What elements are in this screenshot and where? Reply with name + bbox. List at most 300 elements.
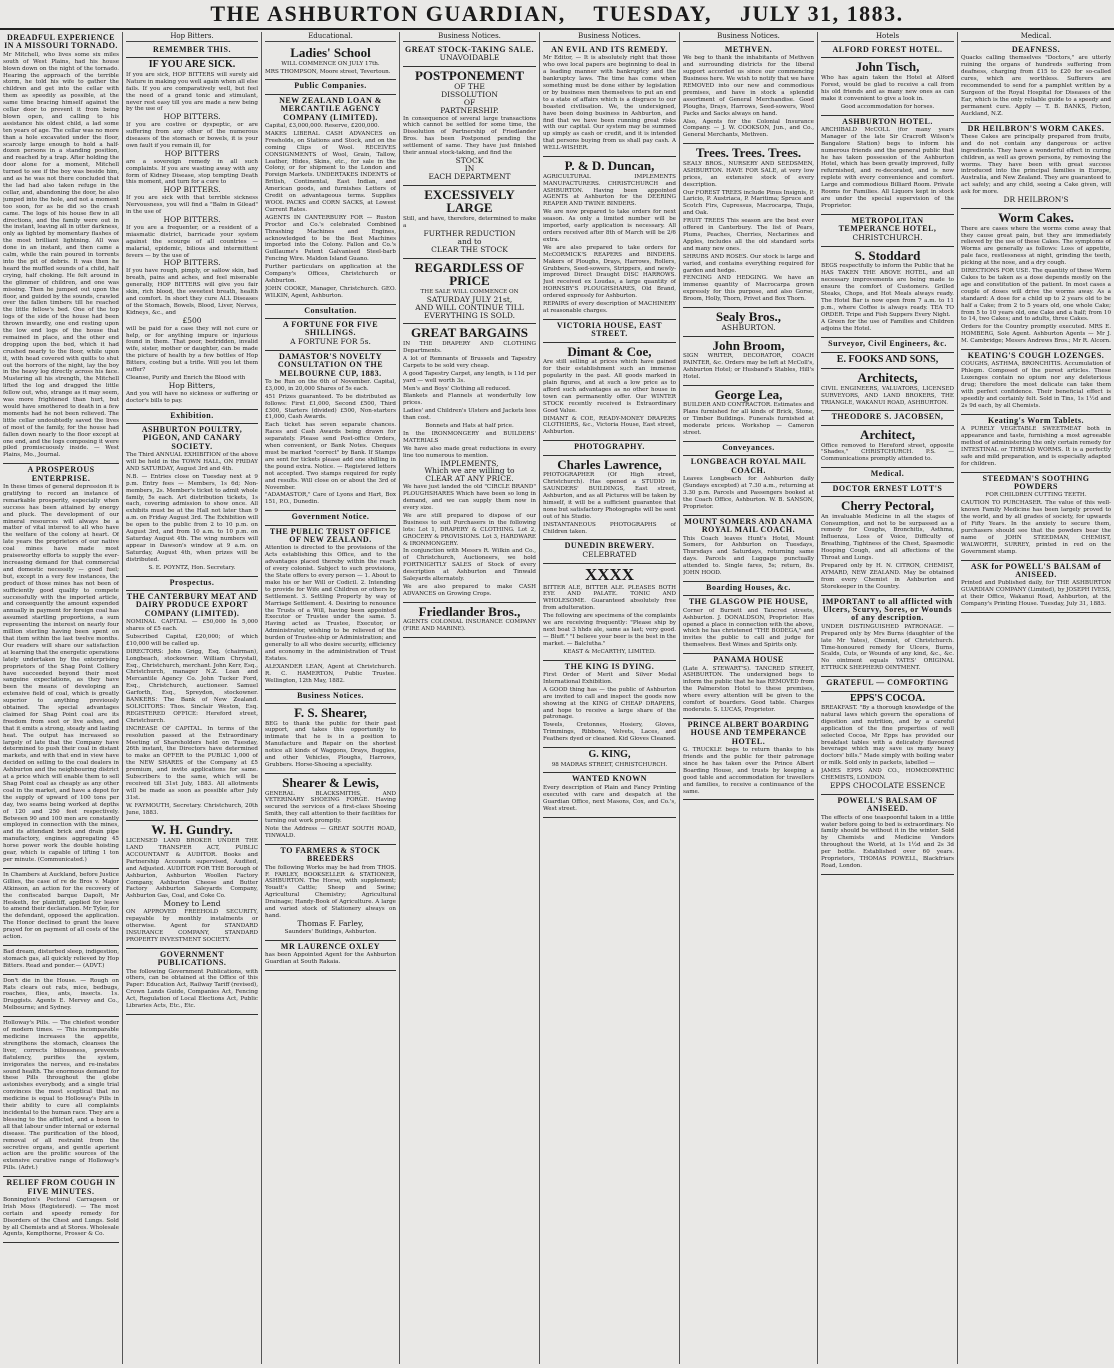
ad-heading: Keating's Worm Tablets. — [987, 415, 1085, 425]
ad-heading: IMPORTANT to all afflicted with Ulcers, Scurvy, Sores, or Wounds of any description. — [822, 596, 953, 623]
ad-paragraph: HOP BITTERS. — [163, 215, 221, 225]
ad-heading: GRATEFUL — COMFORTING — [826, 678, 949, 688]
ad-paragraph: PHOTOGRAPHER (Of High street, Christchurch). Has opened a STUDIO in SAUNDERS' BUILDINGS, East street, Ashburton, and as all Pictures will be taken by himself, it will be a sufficient guarantee that none but satisfactory Photographs will be sent out of his Studio. — [543, 472, 676, 520]
ad-heading: IF YOU ARE SICK. — [148, 59, 236, 71]
advertisement — [821, 247, 954, 339]
advertisement — [683, 582, 814, 596]
ad-paragraph: DIMANT & COE, READY-MONEY DRAPERS CLOTHIERS, &c., Victoria House, East street, Ashburton. — [543, 415, 676, 436]
advertisement — [683, 516, 814, 582]
advertisement — [683, 719, 814, 801]
ad-paragraph: In the IRONMONGERY and BUILDERS' MATERIALS — [403, 430, 536, 444]
ad-heading: Boarding Houses, &c. — [706, 582, 791, 592]
ad-paragraph: G. TRUCKLE begs to return thanks to his friends and the public for their patronage since he has taken over the Prince Albert Boarding House, and trusts by keeping a good table and accommodation for travellers and families, to receive a continuance of the same. — [683, 747, 814, 795]
ad-heading: Architect, — [860, 426, 915, 442]
advertisement — [3, 869, 119, 946]
masthead — [0, 0, 1114, 30]
ad-paragraph: If you are sick with that terrible sickness Nervousness, you will find a "Balm in Gilead" in the use of — [126, 195, 258, 216]
ad-paragraph: Thomas F. Farley, — [297, 918, 364, 928]
ad-heading: RELIEF FROM COUGH IN FIVE MINUTES. — [6, 1178, 116, 1196]
advertisement — [3, 1017, 119, 1177]
ad-paragraph: HOP BITTERS — [164, 148, 220, 158]
ad-paragraph: We beg to thank the inhabitants of Methven and surrounding districts for the liberal support accorded us since our commencing Business here. We wish to notify that we have REMOVED into our new and commodious premises, and have in stock a splendid assortment of General Merchandise. Good Ploughs, Drays, Harrows, Seed-sowers, Wool Packs and Sacks always on hand. — [683, 55, 814, 117]
ad-paragraph: SIGN WRITER, DECORATOR, COACH PAINTER, &c. Orders may be left at McColl's, Ashburton Hotel; or Husband's Stables, Hill's Hotel. — [683, 353, 814, 380]
advertisement — [265, 44, 396, 80]
ad-paragraph: FOR CHILDREN CUTTING TEETH. — [985, 492, 1087, 499]
ad-paragraph: FENCING AND HEDGING. We have an immense quantity of Macrocarpa grown expressly for this purpose, and also Gorse, Broom, Holly, Thorn, Privet and Box Thorn. — [683, 275, 814, 303]
ad-paragraph: Corner of Burnett and Tancred streets, Ashburton. J. DONALDSON, Proprietor. Has opened a place in connection with the above, which he has christened "THE BODEGA," and invites the public to call and judge for themselves. Best Wines and Spirits only. — [683, 607, 814, 649]
ad-heading: George Lea, — [714, 386, 783, 402]
advertisement — [821, 426, 954, 468]
ad-paragraph: WILL COMMENCE ON JULY 17th. — [281, 60, 380, 67]
advertisement — [961, 561, 1111, 613]
advertisement — [961, 123, 1111, 209]
ad-paragraph: Good accommodation for horses. — [840, 103, 935, 110]
column-2 — [123, 32, 262, 1364]
ad-paragraph: BUILDER AND CONTRACTOR. Estimates and Plans furnished for all kinds of Brick, Stone, or Timber Buildings. Funerals furnished at moderate prices. Workshop — Cameron street. — [683, 402, 814, 437]
advertisement — [821, 369, 954, 411]
ad-paragraph: ASHBURTON. — [721, 322, 776, 332]
ad-heading: WANTED KNOWN — [571, 774, 648, 784]
advertisement — [821, 497, 954, 596]
advertisement — [543, 44, 676, 157]
ad-heading: LONGBEACH ROYAL MAIL COACH. — [690, 457, 807, 475]
ad-heading: STEEDMAN'S SOOTHING POWDERS — [982, 473, 1090, 491]
ad-paragraph: ALEXANDER LEAN, Agent at Christchurch. R. C. HAMERTON, Public Trustee. Wellington, 12th May, 1882. — [265, 663, 396, 684]
advertisement — [126, 410, 258, 424]
column-heading: Business Notices. — [683, 32, 814, 42]
ad-paragraph: First Order of Merit and Silver Medal International Exhibition. — [543, 672, 676, 685]
ad-paragraph: £500 — [182, 315, 202, 325]
ad-paragraph: In consequence of several large transactions which cannot be settled for some time, the Dissolution of Partnership of Friedlander Bros. has been Postponed pending the settlement of same. They have just finished their annual stock-taking, and find the — [403, 115, 536, 157]
ad-paragraph: will be paid for a case they will not cure or help, or for anything impure or injurious found in them. That poor, bedridden, invalid wife, sister, mother or daughter, can be made the picture of health by a few bottles of Hop Bitters, costing but a trifle. Will you let them suffer? — [126, 325, 258, 374]
ad-heading: KEATING'S COUGH LOZENGES. — [967, 351, 1105, 361]
ad-paragraph: SATURDAY JULY 21st, — [426, 294, 513, 304]
column-5 — [540, 32, 680, 1364]
ad-heading: VICTORIA HOUSE, EAST STREET. — [556, 320, 663, 339]
ad-paragraph: An invaluable Medicine in all the stages of Consumption, and not to be surpassed as a remedy for Coughs, Bronchitis, Asthma, Influenza, Loss of Voice, Difficulty of Breathing, Tightness of the Chest, Spasmodic Hooping Cough, and all affections of the Throat and Lungs. — [821, 513, 954, 562]
ad-heading: DR HEILBRON'S WORM CAKES. — [967, 123, 1105, 133]
ad-heading: Prospectus. — [169, 577, 215, 587]
masthead-date: JULY 31, 1883. — [740, 1, 904, 26]
ad-paragraph: AGRICULTURAL IMPLEMENTS MANUFACTURERS. CHRISTCHURCH and ASHBURTON. Having been appointed AGENTS at Ashburton for the DEERING REAPER AND TWINE BINDERS. — [543, 173, 676, 208]
ad-paragraph: Don't die in the House. — Rough on Rats clears out rats, mice, bedbugs, roaches, flies, ants, insects. 1s. Druggists. Agents E. Mervey and Co., Melbourne; and Sydney. — [3, 977, 119, 1012]
ad-heading: John Broom, — [712, 337, 785, 353]
ad-paragraph: OF THE — [454, 81, 485, 91]
advertisement — [265, 351, 396, 511]
ad-paragraph: A lot of Remnants of Brussels and Tapestry Carpets to be sold very cheap. — [403, 355, 536, 369]
ad-paragraph: Blankets and Flannels at wonderfully low prices. — [403, 393, 536, 407]
ad-paragraph: AGENTS COLONIAL INSURANCE COMPANY (FIRE AND MARINE). — [403, 619, 536, 633]
ad-paragraph: Mr Mitchell, who lives some six miles south of West Plains, had his house blown down on the night of the tornado. Hearing the approach of the terrible storm, he told his wife to gather the children and get into the cellar with them as speedily as possible, at the same time bracing himself against the cellar door to prevent it from being blown open, and calling to his assistance his oldest child, a lad some ten years of age. The cellar was no more than a hole excavated under the floor, scarcely large enough to hold a half-dozen persons in a standing position, and reached by a trap. After holding the door alone for a moment, Mitchell turned to see if the boy was beside him, and as he was not there concluded that the lad had also taken refuge in the cellar, and, abandoning the door, he also jumped into the hole, and not a moment too soon, for as he did so the crash came. The logs of his house flew in all directions, and the family were out in the instant, leaving all in utter darkness, only as lighted by momentary flashes of the most brilliant lightning. All was done in an instant, and then came a calm, while the rain poured in torrents into the pit of debris. It was then he heard the muffled sounds of a child, half crying, half choking. He felt around in the glimmer of children, and one was missing. Then he jumped out upon the floor, and guided by the sounds, crawled over the fallen timbers till he reached the little fellow's bed. One of the top logs of the side of the house had been thrown inwardly, one end resting upon the low end logs of the house that remained in place, and the other end dropping upon the bed, which it had crushed nearly to the floor, while upon it, with head covered with quilts to shut out the horrors of the night, lay the boy in the heavy log directly across his face. Mustering all his strength, the Mitchell lifted the log and dragged the little fellow out, who, strange as it may seem, was more frightened than hurt, but would have smothered to death in a few moments had he not been relieved. The little cellar undoubtedly saved the lives of most of the family, for the house had fallen down nearly to the floor except at one end, and the logs composing it were piled promiscuously inside. — West Plains, Mo., Journal. — [3, 51, 119, 459]
ad-paragraph: EACH DEPARTMENT — [428, 171, 511, 181]
advertisement — [821, 215, 954, 247]
ad-heading: REGARDLESS OF PRICE — [414, 259, 525, 289]
ad-heading: METHVEN. — [724, 45, 773, 54]
ad-paragraph: Subscribed Capital, £20,000; of which £10,000 will be called up. — [126, 633, 258, 647]
advertisement — [126, 577, 258, 591]
ad-paragraph: Holloway's Pills. — The chiefest wonder of modern times. — This incomparable medicine increases the appetite, strengthens the stomach, cleanses the liver, corrects biliousness, prevents flatulency, purifies the system, invigorates the nerves, and re-instates sound health. The enormous demand for these Pills throughout the globe astonishes everybody, and a single trial convinces the most sceptical that no medicine is equal to Holloway's Pills in their ability to cure all complaints incidental to the human race. They are a blessing to the afflicted, and a boon to all that labour under internal or external disease. The purification of the blood, removal of all restraint from the secretive organs, and gentle aperient action are the prolific sources of the extensive curative range of Holloway's Pills. (Advt.) — [3, 1020, 119, 1172]
advertisement — [3, 975, 119, 1018]
advertisement — [265, 80, 396, 94]
ad-heading: NEW ZEALAND LOAN & MERCANTILE AGENCY COMPANY (LIMITED). — [279, 95, 382, 122]
ad-heading: THE KING IS DYING. — [564, 661, 655, 671]
ad-heading: THE CANTERBURY MEAT AND DAIRY PRODUCE EXPORT COMPANY (LIMITED). — [126, 591, 258, 618]
advertisement — [821, 692, 954, 795]
column-7 — [818, 32, 958, 1364]
ad-paragraph: DR HEILBRON'S — [1003, 195, 1069, 205]
ad-paragraph: (Late A. STEWART'S). TANCRED STREET, ASHBURTON. The undersigned begs to inform the public that he has REMOVED from the Palmerston Hotel to these premises, where every attention will be given to the comfort of boarders. Good table. Charges moderate. S. LUCAS, Proprietor. — [683, 665, 814, 713]
ad-paragraph: The following Works may be had from THOS. F. FARLEY, BOOKSELLER & STATIONER, ASHBURTON. The Horse, with supplement; Youatt's Cattle; Sheep and Swine; Agricultural Chemistry; Agricultural Drainage; Handy-Book of Agriculture. A large and varied stock of Stationery always on hand. — [265, 864, 396, 920]
advertisement — [265, 845, 396, 941]
ad-paragraph: MAKES LIBERAL CASH ADVANCES on Freeholds, on Stations and Stock, and on the coming Clips of Wool. RECEIVES CONSIGNMENTS of Wool, Grain, Tallow, Leather, Hides, Skins, etc., for sale in the Colony, or for shipment to the London and Foreign Markets. UNDERTAKES INDENTS of British, Continental, East Indian, and American goods, and furnishes Letters of Credit on advantageous terms. Supplies WOOL PACKS and CORN SACKS, at Lowest Current Rates. — [265, 130, 396, 213]
ad-paragraph: Are still selling at prices which have gained for their establishment such an immense popularity in the past. All goods marked in plain figures, and at such a low price as to afford such advantages as no other house in town can permanently offer. Our WINTER STOCK recently received is Extraordinary Good Value. — [543, 359, 676, 414]
ad-paragraph: BITTER ALE, BITTER ALE. PLEASES BOTH EYE AND PALATE. TONIC AND WHOLESOME. Guaranteed absolutely free from adulteration. — [543, 584, 676, 612]
ad-paragraph: Further particulars on application at the Company's Offices, Christchurch or Ashburton. — [265, 264, 396, 284]
advertisement — [961, 44, 1111, 123]
ad-paragraph: FURTHER REDUCTION — [423, 228, 516, 238]
advertisement — [683, 44, 814, 144]
ad-heading: W. H. Gundry. — [151, 822, 233, 838]
ad-heading: A FORTUNE FOR FIVE SHILLINGS. — [282, 320, 379, 338]
ad-paragraph: Quacks calling themselves "Doctors," are utterly ruining the organs of hundreds suffering from deafness, charging from £15 to £20 for so-called cures, which are worthless. Sufferers are recommended to send for a pamphlet written by a Surgeon of the Royal Hospital for Diseases of the Ear, which is the only reliable guide to a speedy and permanent cure. Apply — T. B. BANKS, Ficton, Auckland, N.Z. — [961, 55, 1111, 117]
ad-paragraph: HOP BITTERS. — [163, 185, 221, 195]
ad-paragraph: BEGS respectfully to inform the Public that he HAS TAKEN THE ABOVE HOTEL, and all necessary improvements are being made to ensure the comfort of Customers. Grilled Steaks, Chops, and Hot Meals always ready. The Hotel Bar is now open from 7 a.m. to 11 p.m., where Coffee is always ready. TEA TO ORDER. Tripe and Fish Suppers Every Night. — [821, 263, 954, 318]
advertisement — [821, 795, 954, 875]
ad-paragraph: CLEAR THE STOCK — [431, 244, 508, 254]
ad-paragraph: Bad dream, disturbed sleep, indigestion, stomach gas, all quickly relieved by Hop Bitters. Read and ponder.— (ADVT.) — [3, 948, 119, 969]
ad-paragraph: CHRISTCHURCH. — [852, 232, 923, 242]
advertisement — [683, 596, 814, 654]
ad-heading: REMEMBER THIS. — [153, 45, 231, 54]
ad-heading: Public Companies. — [294, 81, 367, 91]
ad-paragraph: AND WILL CONTINUE TILL — [415, 302, 524, 312]
ad-heading: PHOTOGRAPHY. — [574, 442, 645, 452]
advertisement — [265, 511, 396, 525]
advertisement — [821, 44, 954, 58]
ad-heading: S. Stoddard — [854, 247, 921, 263]
ad-paragraph: Who has again taken the Hotel at Alford Forest, would be glad to receive a call from his old friends and as many new ones as can make it convenient to give a look in. — [821, 75, 954, 102]
ad-paragraph: AGENTS IN CANTERBURY FOR — Ruston Proctor and Co.'s celebrated Combined Thrashing Machines and Engines, acknowledged to be the Best Machines imported into the Colony. Fallon and Co.'s Guillaume's Patent Galvanised Steel-barb Fencing Wire. Maldon Island Guano. — [265, 214, 396, 263]
ad-paragraph: SEALY BROS., NURSERY AND SEEDSMEN, ASHBURTON. HAVE FOR SALE, at very low prices, an extensive stock of every description. — [683, 160, 814, 188]
column-heading: Hop Bitters. — [126, 32, 258, 42]
advertisement — [543, 343, 676, 442]
advertisement — [265, 319, 396, 351]
advertisement — [961, 209, 1111, 350]
ad-heading: ASHBURTON HOTEL. — [842, 116, 933, 126]
ad-heading: Consultation. — [304, 305, 357, 315]
ad-paragraph: MRS THOMPSON, Moore street, Tevertoun. — [265, 68, 391, 75]
ad-paragraph: And you will have no sickness or suffering or doctor's bills to pay. — [126, 390, 258, 404]
ad-paragraph: CELEBRATED — [582, 549, 637, 559]
advertisement — [403, 44, 536, 67]
advertisement — [543, 540, 676, 563]
ad-paragraph: Each ticket has seven separate chances. Races and Cash Awards being drawn for separately. Please send Post-office Orders, when convenient, or Bank Notes. Cheques must be marked "correct" by Bank. If Stamps are sent for tickets please add one shilling in the pound extra. Notice. — Registered letters not accepted. Two stamps required for reply and results. Will close on or about the 3rd of November. — [265, 422, 396, 491]
ad-paragraph: BEG to thank the public for their past support, and takes this opportunity to intimate that he is in a position to Manufacture and Repair on the shortest notice all kinds of Waggons, Drays, Buggies, and other Vehicles, Ploughs, Harrows, Grubbers. Horse-Shoeing a speciality. — [265, 720, 396, 768]
advertisement — [543, 456, 676, 541]
advertisement — [3, 464, 119, 869]
ad-heading: Architects, — [857, 370, 918, 386]
ad-paragraph: We are also prepared to make CASH ADVANCES on Growing Crops. — [403, 583, 536, 597]
ad-paragraph: N.B. — Entries close on Tuesday next at 9 p.m. Entry fees — Members, 1s 6d; Non-members, 2s. Member's ticket to admit whole family, 5s each. Art distribution tickets, 1s each, covering admission to show once. All exhibits must be at the Hall not later than 9 a.m. on Friday August 3rd. The Exhibition will be open to the public from 2 to 10 p.m. on August 3rd, and from 10 a.m. to 10 p.m. on Saturday August 4th. The wing numbers will appear in Dawson's window at 9 a.m. on Saturday, August 4th, when prizes will be distributed. — [126, 473, 258, 563]
advertisement — [543, 441, 676, 455]
ad-heading: XXXX — [584, 564, 635, 584]
ad-paragraph: The following Government Publications, with others, can be obtained at the Office of this Paper: Education Act, Railway Tariff (revised), Crown Lands Guide, Companies Act, Fencing Act, Regulation of Local Elections Act, Public Libraries Acts, Etc., Etc. — [126, 968, 258, 1010]
ad-paragraph: Bonnington's Pectoral Carrageen or Irish Moss (Registered). — The most certain and speedy remedy for Disorders of the Chest and Lungs. Sold by all Chemists and at Stores. Wholesale Agents, Kempthorne, Prosser & Co. — [3, 1196, 119, 1238]
advertisement — [265, 704, 396, 774]
ad-paragraph: Still, and have, therefore, determined to make a — [403, 216, 536, 229]
ad-paragraph: CIVIL ENGINEERS, VALUATORS, LICENSED SURVEYORS, AND LAND BROKERS, THE TRIANGLE, WAKANUI ROAD, ASHBURTON. — [821, 385, 954, 406]
ad-paragraph: CLEAR AT ANY PRICE. — [425, 474, 514, 484]
advertisement — [683, 144, 814, 308]
ad-paragraph: DIRECTORS: John Grigg, Esq. (chairman), Longbeach, stockowner. William Chrystall, Esq., Christchurch, merchant. John Kerr, Esq., Christchurch, manager N.Z. Loan and Mercantile Agency Co. John Tucker Ford, Esq., Christchurch, auctioneer. Samuel Garforth, Esq., Spreydon, stockowner. BANKERS: The Bank of New Zealand. SOLICITORS: Thos. Sinclair Weston, Esq. REGISTERED OFFICE: Hereford street, Christchurch. — [126, 648, 258, 724]
advertisement — [126, 58, 258, 409]
ad-heading: METROPOLITAN TEMPERANCE HOTEL, — [838, 215, 937, 234]
advertisement — [821, 116, 954, 215]
advertisement — [961, 350, 1111, 415]
ad-heading: DAMASTOR'S NOVELTY CONSULTATION ON THE MELBOURNE CUP, 1883. — [277, 351, 384, 378]
ad-paragraph: LICENSED LAND BROKER UNDER THE LAND TRANSFER ACT, PUBLIC ACCOUNTANT & AUDITOR. Books and Partnership Accounts supervised, Audited, and Adjusted. AUDITOR FOR THE Borough of Ashburton, Ashburton Woollen Factory Company, Ashburton Cheese and Butter Factory Ashburton Saleyards Company, Ashburton Gas, Coal, and Coke Co. — [126, 838, 258, 900]
ad-paragraph: Orders for the Country promptly executed. MRS E. HOMBERG, Sole Agent. Ashburton Agents — Mr J. M. Cambridge; Messrs Andrews Bros.; Mr R. Alcorn. — [961, 324, 1111, 345]
advertisement — [543, 773, 676, 817]
ad-paragraph: If you are sick, HOP BITTERS will surely aid Nature in making you well again when all else fails. If you are comparatively well, but feel the need of a grand tonic and stimulant, never rest easy till you are made a new being by the use of — [126, 71, 258, 113]
advertisement — [403, 259, 536, 325]
advertisement — [683, 337, 814, 386]
ad-paragraph: Men's and Boys' Clothing all reduced. — [403, 385, 511, 392]
ad-paragraph: Attention is directed to the provisions of the Acts establishing this Office, and to the advantages placed thereby within the reach of every colonist. Subject to such provisions, the State offers to every person — 1. About to make his or her Will or Codicil. 2. Intending to provide for Wife and Children or others by Settlement. 3. Settling Property by way of Marriage Settlement. 4. Desiring to renounce the Trusts of a Will, having been appointed Executor or Trustee under the same. 5. Having acted as Trustee, Executor, or Administrator, wishing to be relieved of the burden of Trustee-ship or Administration; and generally to all who desire security, efficiency and economy in the administration of Trust Estates. — [265, 545, 396, 662]
ad-paragraph: We have also made great reductions in every line too numerous to mention. — [403, 445, 536, 459]
ad-paragraph: Mr Editor, — It is absolutely right that those who owe local papers are beginning to deal in a leading manner with bankruptcy and the bankruptcy laws. The time has come when something must be done either by legislation or by business men themselves to put an end to a state of affairs which is a disgrace to our boasted civilisation. We, the undersigned, have been doing business in Ashburton, and find that we have been running great risks with our capital. Our system may be summed up simply as cash or credit, and it is intended that persons buying from us shall pay cash. A WELL-WISHER. — [543, 55, 676, 152]
ad-heading: DEAFNESS. — [1011, 45, 1061, 54]
ad-heading: Surveyor, Civil Engineers, &c. — [828, 339, 947, 349]
advertisement — [3, 32, 119, 464]
ad-paragraph: The following are specimens of the complaints we are receiving frequently: "Please ship by next boat 3 hhds ale, same as last; very good. — Bluff." "I believe your beer is the best in the market. — Balclutha." — [543, 613, 676, 647]
ad-paragraph: We are now prepared to take orders for next season. As only a limited number will be imported, early application is necessary. All orders received after 8th of March will be 2/6 extra. — [543, 209, 676, 243]
advertisement — [821, 411, 954, 425]
ad-heading: TO FARMERS & STOCK BREEDERS — [280, 845, 381, 864]
ad-paragraph: The Third ANNUAL EXHIBITION of the above will be held in the TOWN HALL, ON FRIDAY AND SATURDAY, August 3rd and 4th. — [126, 452, 258, 472]
ad-paragraph: EPPS CHOCOLATE ESSENCE — [829, 780, 946, 790]
ad-heading: GREAT BARGAINS — [411, 325, 528, 341]
ad-heading: Sealy Bros., — [715, 309, 782, 325]
advertisement — [3, 946, 119, 975]
ad-paragraph: To be Run on the 6th of November. Capital, £3,000, in 20,000 Shares of 5s each. — [265, 378, 396, 392]
advertisement — [265, 941, 396, 971]
ad-paragraph: If you are a frequenter, or a resident of a miasmatic district, barricade your system against the scourge of all countries — malarial, epidemic, bilious and intermittent fevers — by the use of — [126, 224, 258, 259]
ad-heading: DUNEDIN BREWERY. — [564, 541, 655, 551]
advertisement — [265, 526, 396, 690]
ad-heading: GREAT STOCK-TAKING SALE. — [405, 45, 534, 54]
ad-heading: Medical. — [870, 469, 905, 479]
advertisement — [403, 67, 536, 185]
advertisement — [403, 186, 536, 259]
advertisement — [821, 483, 954, 497]
advertisement — [126, 44, 258, 58]
masthead-title: THE ASHBURTON GUARDIAN, — [210, 1, 566, 26]
advertisement — [683, 386, 814, 442]
ad-paragraph: IN THE DRAPERY AND CLOTHING Departments. — [403, 341, 536, 354]
column-3 — [262, 32, 400, 1364]
ad-heading: Business Notices. — [297, 690, 364, 700]
ad-paragraph: Which we are willing to — [424, 466, 515, 476]
ad-paragraph: PARTNERSHIP. — [440, 105, 499, 115]
ad-paragraph: 98 MADRAS STREET, CHRISTCHURCH. — [551, 761, 668, 768]
ad-paragraph: NOMINAL CAPITAL — £50,000 In 5,000 shares of £5 each. — [126, 619, 258, 633]
advertisement — [821, 677, 954, 691]
ad-paragraph: W. FAYMOUTH, Secretary. Christchurch, 20th June, 1883. — [126, 802, 258, 816]
ad-heading: AN EVIL AND ITS REMEDY. — [551, 45, 668, 54]
ad-paragraph: GENERAL BLACKSMITHS, AND VETERINARY SHOEING FORGE. Having secured the services of a first-class Shoeing Smith, they call attention to their facilities for turning out work promptly. — [265, 790, 396, 825]
ad-paragraph: JAMES EPPS AND CO., HOMŒOPATHIC CHEMISTS, LONDON. — [821, 768, 954, 782]
ad-heading: Shearer & Lewis, — [282, 774, 379, 790]
ad-paragraph: BREAKFAST. "By a thorough knowledge of the natural laws which govern the operations of digestion and nutrition, and by a careful application of the fine properties of well selected Cocoa, Mr Epps has provided our breakfast tables with a delicately flavoured beverage which may save us many heavy doctors' bills." Made simply with boiling water or milk. Sold only in packets, labelled — — [821, 705, 954, 767]
ad-heading: Friedlander Bros., — [418, 603, 521, 619]
advertisement — [543, 320, 676, 343]
ad-paragraph: A PURELY VEGETABLE SWEETMEAT both in appearance and taste, furnishing a most agreeable method of administering the only certain remedy for INTESTINAL or THREAD WORMS. It is a perfectly safe and mild preparation, and is especially adapted for children. — [961, 426, 1111, 467]
ad-paragraph: We are also prepared to take orders for McCORMICK'S REAPERS and BINDERS. Makers of Ploughs, Drays, Harrows, Rollers, Grubbers, Seed-sowers, Strippers, and newly-improved Direct Draught DISC HARROWS. Just received ex Loudas, a large quantity of HORNSBY'S PLOUGHSHARES, Old Brand, ordered expressly for Ashburton. — [543, 244, 676, 300]
column-4 — [400, 32, 540, 1364]
advertisement — [265, 95, 396, 305]
ad-paragraph: THE SALE WILL COMMENCE ON — [420, 288, 519, 295]
ad-paragraph: A good Tapestry Carpet, any length, is 11d per yard — well worth 3s. — [403, 370, 536, 384]
ad-paragraph: A GOOD thing has — the public of Ashburton are invited to call and inspect the goods now showing at the KING of CHEAP DRAPERS, and hope to receive a large share of the patronage. — [543, 686, 676, 721]
ad-paragraph: In Chambers at Auckland, before Justice Gillies, the case of re de Bros v. Major Atkinson, an action for the recovery of the confiscated barque Dapolt, Mr Hesketh, for plaintiff, applied for leave to amend their declaration. Mr Tyler, for the defendant, opposed the application. The Honor declined to grant the leave prayed for on payment of all costs of the action. — [3, 871, 119, 941]
ad-paragraph: COUGHS, ASTHMA, BRONCHITIS. Accumulation of Phlegm. Composed of the purest articles. These Lozenges contain no opium nor any deleterious drug; therefore the most delicate can take them with perfect confidence. Their beneficial effect is speedily and certainly felt. Sold in Tins, 1s 1½d and 2s 9d each, by all Chemists. — [961, 361, 1111, 409]
advertisement — [126, 949, 258, 1015]
advertisement — [961, 473, 1111, 561]
ad-heading: PRINCE ALBERT BOARDING HOUSE AND TEMPERANCE HOTEL. — [687, 719, 810, 746]
ad-paragraph: INSTANTANEOUS PHOTOGRAPHS of Children taken. — [543, 521, 676, 535]
ad-paragraph: ARCHIBALD McCOLL (for many years Manager of the late Sir Cracroft Wilson's Bangalore Station) begs to inform his numerous friends and the general public that he has taken possession of the Ashburton Hotel, which has been greatly improved, fully refurnished, and re-decorated, and is now replete with every convenience and comfort. Large and commodious Billiard Room. Private Rooms for Families. All Liquors kept in stock are under the special supervision of the Proprietor. — [821, 126, 954, 209]
ad-heading: THE GLASGOW PIE HOUSE, — [688, 597, 809, 607]
advertisement — [683, 456, 814, 515]
ad-paragraph: IMPLEMENTS, — [440, 458, 499, 468]
ad-heading: ALFORD FOREST HOTEL. — [832, 45, 943, 54]
ad-paragraph: Hop Bitters, — [168, 380, 216, 390]
ad-paragraph: The effects of one teaspoonful taken in a little water before going to bed is extraordinary. No family should be without it in the winter. Sold by Chemists and Medicine Vendors throughout the World, at 1s 1½d and 2s 3d per bottle. Established over 60 years. Proprietors, THOMAS POWELL, Blackfriars Road, London. — [821, 814, 954, 870]
column-heading: Medical. — [961, 32, 1111, 42]
ad-heading: PANAMA HOUSE — [713, 655, 784, 665]
advertisement — [821, 58, 954, 115]
ad-paragraph: DISSOLUTION — [441, 89, 498, 99]
ad-paragraph: In these times of general depression it is gratifying to record an instance of remarkable prosperity, especially when success has been attained by energy and pluck. The development of our mineral resources will always be a matter of vital interest to all who have the welfare of the colony at heart. Of late years the proprietors of our native coal mines have made most praiseworthy efforts to supply the ever-increasing demand for that commercial and domestic necessity — good fuel; but, except in a very few instances, the product of those mines has not been of sufficiently good quality to compete successfully with the imported article, and consequently the amount expended annually in payment for foreign coal has assumed startling proportions, a sum representing the interest on nearly four million sterling having been spent on that item within the last twelve months. Our readers will share our satisfaction at learning that the energetic operations lately undertaken by the enterprising proprietors of the Shag Point Colliery have succeeded beyond their most sanguine expectations, as they have been the means of developing an extensive field of coal, which is greatly superior to anything previously obtained. The special advantages claimed for Shag Point coal are its freedom from soot or live ashes, and that it emits a strong, steady and lasting heat. The output has increased so largely of late that the Company have determined to push their coal in distant markets, and with that end in view have decided on selling to the coal dealers in Ashburton and the neighbouring district at a price which will enable them to sell Shag Point coal as cheaply as any other coal in the market, and have a depot for the supply of upward of 100 tons per day, two seams being worked at depths of 120 and 250 feet respectively. Between 90 and 100 men are constantly employed in connection with the mines, and its attendant brick and drain pipe manufactory, engines aggregating 45 horse power work the double hoisting gear, which is capable of lifting 1 ton per minute. (Communicated.) — [3, 484, 119, 863]
ad-paragraph: S. E. POYNTZ, Hon. Secretary. — [148, 564, 236, 571]
ad-paragraph: In conjunction with Messrs R. Wilkin and Co., of Christchurch, Auctioneers, we hold FORTNIGHTLY SALES of Stock of every description at Ashburton and Tinwald Saleyards alternately. — [403, 548, 536, 583]
ad-paragraph: Leaves Longbeach for Ashburton daily (Sundays excepted) at 7.30 a.m., returning at 3.30 p.m. Parcels and Passengers booked at the Coach Office, Ashburton. W. B. SANSON, Proprietor. — [683, 476, 814, 510]
ad-heading: F. S. Shearer, — [294, 704, 367, 720]
ad-paragraph: STOCK — [455, 156, 484, 165]
ad-heading: DOCTOR ERNEST LOTT'S — [832, 483, 943, 493]
advertisement — [126, 591, 258, 822]
ad-paragraph: SHRUBS AND ROSES. Our stock is large and varied, and contains everything required for garden and hedge. — [683, 253, 814, 274]
ad-paragraph: UNDER DISTINGUISHED PATRONAGE. — Prepared only by Mrs Burns (daughter of the late Mr Yates), Chemist, of Christchurch. Time-honoured remedy for Ulcers, Burns, Scalds, Cuts, or Wounds of any kind, &c., &c. No ointment equals YATES' ORIGINAL ETTRICK SHEPHERD OINTMENT. — [821, 623, 954, 672]
advertisement — [543, 748, 676, 773]
ad-heading: THE PUBLIC TRUST OFFICE OF NEW ZEALAND. — [269, 526, 392, 545]
ad-paragraph: are a sovereign remedy in all such complaints. If you are wasting away with any form of Kidney Disease, stop tempting Death this moment, and turn for a cure to — [126, 158, 258, 186]
ad-paragraph: A Green for the use of Families and Children adjoins the Hotel. — [821, 319, 954, 333]
ad-paragraph: ON APPROVED FREEHOLD SECURITY, repayable by monthly instalments or otherwise. Agent for STANDARD INSURANCE COMPANY, STANDARD PROPERTY INVESTMENT SOCIETY. — [126, 909, 258, 943]
ad-heading: E. FOOKS AND SONS, — [836, 353, 939, 365]
advertisement — [126, 424, 258, 577]
ad-heading: GOVERNMENT PUBLICATIONS. — [157, 949, 227, 968]
advertisement — [403, 603, 536, 638]
ad-paragraph: HOP BITTERS. — [163, 258, 221, 268]
masthead-day: TUESDAY, — [593, 1, 713, 26]
advertisement — [543, 564, 676, 661]
column-1 — [0, 32, 123, 1364]
column-6 — [680, 32, 818, 1364]
ad-heading: EXCESSIVELY LARGE — [424, 186, 515, 216]
ad-heading: Government Notice. — [291, 512, 370, 522]
advertisement — [821, 353, 954, 370]
ad-paragraph: Ladies' and Children's Ulsters and Jackets less than cost. — [403, 408, 536, 422]
advertisement — [3, 1177, 119, 1243]
ad-heading: THEODORE S. JACOBSEN, — [831, 412, 944, 422]
ad-paragraph: FRUIT TREES This season are the best ever offered in Canterbury. The list of Pears, Plums, Peaches, Cherries, Nectarines and Apples, includes all the old standard sorts and many new ones. — [683, 218, 814, 252]
ad-heading: John Tisch, — [855, 59, 920, 75]
ad-paragraph: If you have rough, pimply, or sallow skin, bad breath, pains and aches, and feel miserable generally, HOP BITTERS will give you fair skin, rich blood, the sweetest breath, health and comfort. In short they cure ALL Diseases of the Stomach, Bowels, Blood, Liver, Nerves, Kidneys, &c., and — [126, 268, 258, 316]
column-8 — [958, 32, 1114, 1364]
advertisement — [683, 442, 814, 456]
ad-heading: ASK for POWELL'S BALSAM of ANISEED. — [970, 561, 1102, 579]
ad-paragraph: Every description of Plain and Fancy Printing executed with care and despatch at the Guardian Office, next Masons, Cox, and Co.'s, West street. — [543, 784, 676, 812]
ad-heading: A PROSPEROUS ENTERPRISE. — [27, 465, 95, 483]
advertisement — [821, 338, 954, 352]
column-heading: Hotels — [821, 32, 954, 42]
advertisement — [683, 654, 814, 719]
ad-heading: Cherry Pectoral, — [840, 498, 935, 513]
ad-heading: Exhibition. — [170, 410, 214, 420]
ad-paragraph: UNAVOIDABLE — [439, 53, 500, 63]
ad-paragraph: JOHN COOKE, Manager, Christchurch. GEO. WILKIN, Agent, Ashburton. — [265, 285, 396, 299]
ad-paragraph: These Cakes are principally prepared from fruits, and do not contain any dangerous or active ingredients. They have a wonderful effect in curing children, as well as grown persons, by removing the worms. They have been with great success introduced into the principal families in Europe, Australia, and New Zealand. They are guaranteed to act safely; and any child, seeing a Cake given, will ask for more. — [961, 133, 1111, 196]
ad-heading: Charles Lawrence, — [557, 456, 662, 472]
ad-paragraph: OF — [463, 97, 476, 107]
ad-heading: POSTPONEMENT — [414, 68, 525, 84]
advertisement — [961, 415, 1111, 473]
ad-paragraph: has been Appointed Agent for the Ashburton Guardian at South Rakaia. — [265, 952, 396, 966]
advertisement — [543, 661, 676, 748]
ad-paragraph: There are cases where the worms come away that they cause great pain, but they are immediately relieved by the use of these Cakes. The symptoms of Worms are generally as follows: Loss of appetite, pale face, restlessness at night, grinding the teeth, picking at the nose, and a dry cough. — [961, 225, 1111, 267]
ad-paragraph: Cleanse, Purify and Enrich the Blood with — [126, 374, 246, 381]
ad-heading: DREADFUL EXPERIENCE IN A MISSOURI TORNADO. — [4, 33, 118, 51]
ad-paragraph: 451 Prizes guaranteed. To be distributed as follows: First £1,000, Second £500, Third £300, Starters (divided) £500, Non-starters £1,000, Cash Awards. — [265, 393, 396, 421]
advertisement — [821, 596, 954, 678]
advertisement — [543, 157, 676, 320]
ad-heading: ASHBURTON POULTRY, PIGEON, AND CANARY SOCIETY. — [141, 424, 243, 451]
advertisement — [265, 690, 396, 704]
ad-heading: P. & D. Duncan, — [564, 158, 655, 174]
column-heading: Business Notices. — [403, 32, 536, 42]
ad-paragraph: Saunders' Buildings, Ashburton. — [284, 928, 377, 935]
ad-heading: Conveyances. — [722, 443, 775, 453]
ad-paragraph: Printed and Published daily, for THE ASHBURTON GUARDIAN COMPANY (Limited), by JOSEPH IVESS, at their Office, Wakanui Road, Ashburton, at the Company's Printing House. Tuesday, July 31, 1883. — [961, 580, 1111, 608]
advertisement — [821, 468, 954, 482]
advertisement — [683, 308, 814, 337]
ad-paragraph: Money to Lend — [163, 899, 221, 909]
ad-paragraph: "ADAMASTOR," Care of Lyons and Hart, Box 151, P.O., Dunedin. — [265, 492, 396, 506]
ad-paragraph: If you are costive or dyspeptic, or are suffering from any other of the numerous diseases of the stomach or bowels, it is your own fault if you remain ill, for — [126, 122, 258, 149]
ad-paragraph: Also, Agents for the Colonial Insurance Company. — J. W. COOKSON, Jun., and Co., General Merchants, Methven. — [683, 118, 814, 139]
ad-heading: Dimant & Coe, — [567, 343, 652, 359]
ad-heading: Ladies' School — [290, 45, 371, 60]
ad-paragraph: REPAIRS of every description of MACHINERY at reasonable charges. — [543, 301, 676, 314]
advertisement — [403, 324, 536, 602]
ad-paragraph: This Coach leaves Hunt's Hotel, Mount Somers, for Ashburton on Tuesdays, Thursdays and Saturdays, returning same days. Parcels and Luggage punctually attended to. Single fares, 5s; return, 8s. JOHN HOOD. — [683, 535, 814, 577]
ad-heading: Trees. Trees. Trees. — [695, 145, 802, 161]
ad-heading: POWELL'S BALSAM OF ANISEED. — [837, 795, 938, 814]
ad-paragraph: Note the Address — GREAT SOUTH ROAD, TINWALD. — [265, 826, 396, 839]
ad-paragraph: We have just landed the old "CIRCLE BRAND" PLOUGHSHARES Which have been so long in demand, and we can supply them now in every size. — [403, 484, 536, 512]
